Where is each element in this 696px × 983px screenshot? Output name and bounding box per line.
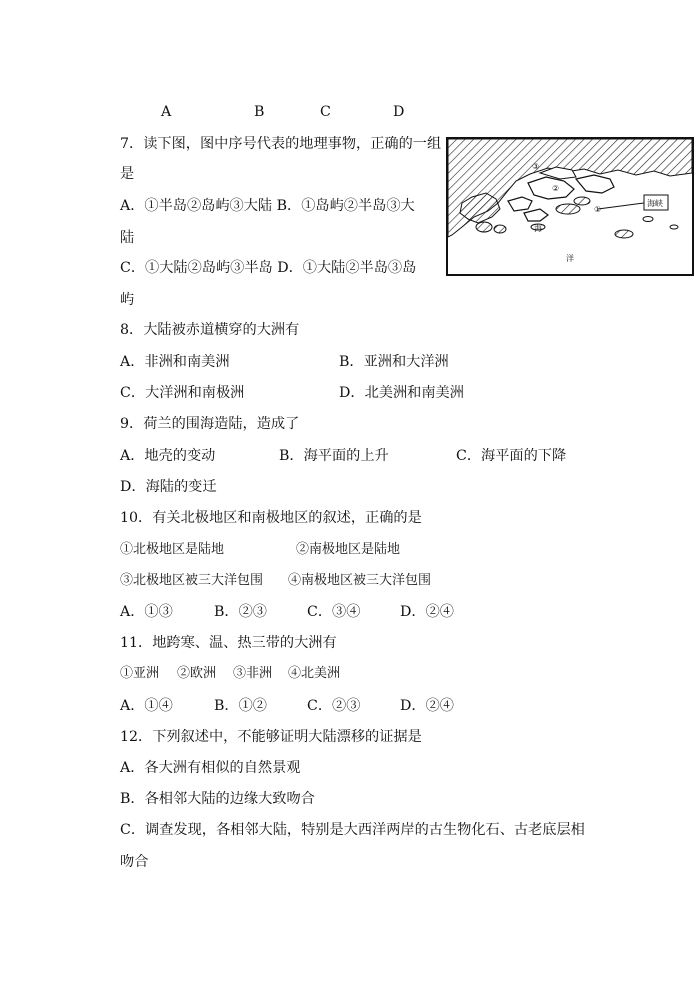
- q7-stem-line2: 是: [120, 166, 135, 182]
- sea-label-1: 海: [534, 224, 542, 233]
- q11-option-b: B．①②: [214, 698, 267, 714]
- q11-option-a: A．①④: [120, 698, 173, 714]
- q11-statement-1: ①亚洲: [120, 666, 160, 681]
- island-hatched: [476, 222, 492, 232]
- q7-options-cd-cont: 屿: [120, 292, 135, 308]
- q10-statement-2: ②南极地区是陆地: [296, 542, 401, 557]
- q7-options-ab-cont: 陆: [120, 230, 135, 246]
- q11-statement-2: ②欧洲: [177, 666, 217, 681]
- map-label-1: ①: [594, 205, 602, 214]
- island-shape: [524, 209, 548, 221]
- map-svg: [448, 139, 692, 274]
- q12-option-a: A．各大洲有相似的自然景观: [120, 760, 301, 776]
- callout-leader: [598, 203, 644, 209]
- island-hatched: [574, 197, 590, 205]
- q8-option-b: B．亚洲和大洋洲: [339, 354, 449, 370]
- island-small: [670, 225, 678, 229]
- q10-statement-4: ④南极地区被三大洋包围: [288, 573, 432, 588]
- q7-stem-line1: 7．读下图，图中序号代表的地理事物，正确的一组: [120, 136, 442, 152]
- island-hatched: [556, 204, 580, 214]
- q9-option-c: C．海平面的下降: [456, 448, 567, 464]
- q11-option-c: C．②③: [307, 698, 361, 714]
- q11-option-d: D．②④: [400, 698, 454, 714]
- q12-option-c-line1: C．调查发现，各相邻大陆，特别是大西洋两岸的古生物化石、古老底层相: [120, 822, 585, 838]
- q12-stem: 12．下列叙述中，不能够证明大陆漂移的证据是: [120, 729, 422, 745]
- q12-option-c-line2: 吻合: [120, 854, 149, 870]
- map-figure: [446, 137, 694, 276]
- q11-stem: 11．地跨寒、温、热三带的大洲有: [120, 635, 337, 651]
- top-option-d: D: [393, 104, 405, 120]
- q10-option-b: B．②③: [214, 604, 267, 620]
- q9-option-b: B．海平面的上升: [279, 448, 389, 464]
- q11-statement-3: ③非洲: [233, 666, 273, 681]
- sea-label-2: 洋: [566, 254, 574, 263]
- q8-option-a: A．非洲和南美洲: [120, 354, 230, 370]
- top-option-c: C: [320, 104, 331, 120]
- q8-option-c: C．大洋洲和南极洲: [120, 385, 245, 401]
- callout-label: 海峡: [647, 199, 663, 208]
- map-label-3: ③: [532, 162, 540, 171]
- q8-option-d: D．北美洲和南美洲: [339, 385, 464, 401]
- map-label-2: ②: [552, 184, 560, 193]
- q10-option-d: D．②④: [400, 604, 454, 620]
- q8-stem: 8．大陆被赤道横穿的大洲有: [120, 322, 300, 338]
- island-hatched: [494, 225, 506, 233]
- q10-option-a: A．①③: [120, 604, 173, 620]
- q10-stem: 10．有关北极地区和南极地区的叙述，正确的是: [120, 510, 422, 526]
- q12-option-b: B．各相邻大陆的边缘大致吻合: [120, 791, 315, 807]
- q7-options-cd: C．①大陆②岛屿③半岛 D．①大陆②半岛③岛: [120, 260, 417, 276]
- island-hatched: [615, 230, 633, 238]
- top-option-b: B: [254, 104, 265, 120]
- top-option-a: A: [161, 104, 172, 120]
- island-shape: [528, 177, 574, 199]
- q9-stem: 9．荷兰的围海造陆，造成了: [120, 416, 300, 432]
- q10-statement-1: ①北极地区是陆地: [120, 542, 225, 557]
- q9-option-a: A．地壳的变动: [120, 448, 216, 464]
- q11-statement-4: ④北美洲: [288, 666, 341, 681]
- q7-options-ab: A．①半岛②岛屿③大陆 B．①岛屿②半岛③大: [120, 198, 415, 214]
- q10-statement-3: ③北极地区被三大洋包围: [120, 573, 264, 588]
- island-shape: [508, 197, 532, 211]
- island-shape: [576, 175, 614, 193]
- q10-option-c: C．③④: [307, 604, 361, 620]
- q9-option-d: D．海陆的变迁: [120, 479, 217, 495]
- island-small: [643, 217, 653, 222]
